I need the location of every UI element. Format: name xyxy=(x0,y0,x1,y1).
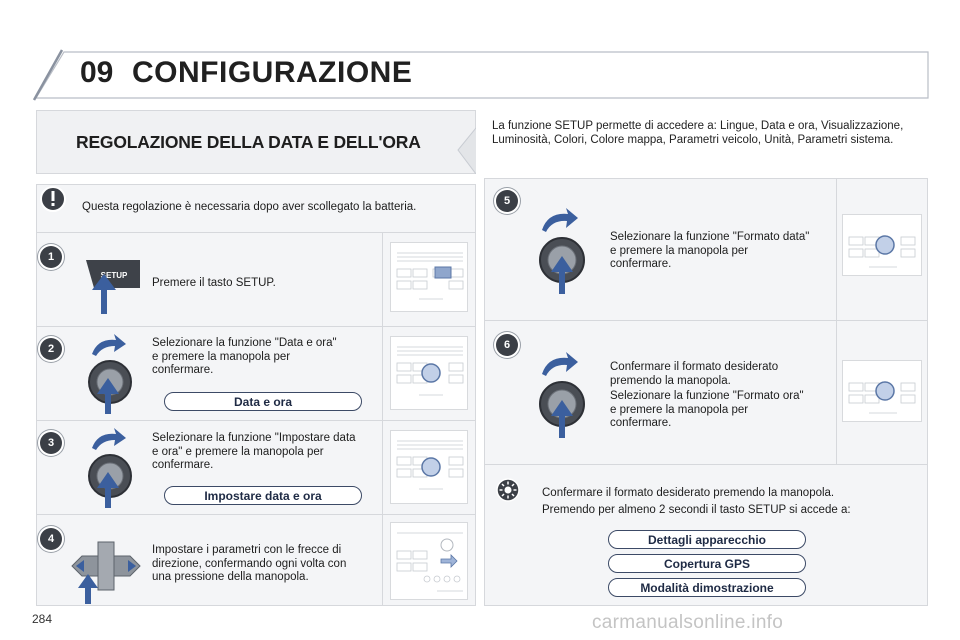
step-6-device-thumbnail xyxy=(842,360,922,422)
knob-icon xyxy=(534,350,596,440)
step-5-device-thumbnail xyxy=(842,214,922,276)
step-3-device-thumbnail xyxy=(390,430,468,504)
knob-icon xyxy=(534,206,596,296)
warning-text: Questa regolazione è necessaria dopo aver scollegato la batteria. xyxy=(82,201,417,213)
chapter-number: 09 xyxy=(80,56,114,89)
step-2-badge: 2 xyxy=(40,338,62,360)
step-4-device-thumbnail xyxy=(390,522,468,600)
knob-icon xyxy=(84,332,142,416)
step-6-badge: 6 xyxy=(496,334,518,356)
chapter-title: CONFIGURAZIONE xyxy=(132,56,413,89)
setup-key-label: SETUP xyxy=(100,271,128,280)
step-1-badge: 1 xyxy=(40,246,62,268)
setup-key-icon xyxy=(64,252,144,318)
copertura-gps-option[interactable]: Copertura GPS xyxy=(608,554,806,573)
step-1-text: Premere il tasto SETUP. xyxy=(152,277,276,289)
tip-text-b: Premendo per almeno 2 secondi il tasto SETUP si accede a: xyxy=(542,504,851,516)
step-2-text: Selezionare la funzione "Data e ora" e premere la manopola per confermare. xyxy=(152,337,337,376)
step-4-badge: 4 xyxy=(40,528,62,550)
watermark: carmanualsonline.info xyxy=(592,612,784,633)
step-3-badge: 3 xyxy=(40,432,62,454)
direction-pad-icon xyxy=(68,536,144,606)
impostare-data-e-ora-option[interactable]: Impostare data e ora xyxy=(164,486,362,505)
tip-text-a: Confermare il formato desiderato premendo la manopola. xyxy=(542,487,835,499)
step-6-text-b: Selezionare la funzione "Formato ora" e premere la manopola per confermare. xyxy=(610,390,804,429)
section-title: REGOLAZIONE DELLA DATA E DELL'ORA xyxy=(76,132,421,152)
data-e-ora-option[interactable]: Data e ora xyxy=(164,392,362,411)
step-4-text: Impostare i parametri con le frecce di direzione, confermando ogni volta con una pressione della manopola. xyxy=(152,544,347,583)
step-1-device-thumbnail xyxy=(390,242,468,312)
step-5-text: Selezionare la funzione "Formato data" e premere la manopola per confermare. xyxy=(610,231,810,270)
intro-text: La funzione SETUP permette di accedere a: Lingue, Data e ora, Visualizzazione, Luminosità, Colori, Colore mappa, Parametri veicolo, Unità, Parametri sistema. xyxy=(492,120,904,146)
knob-icon xyxy=(84,426,142,510)
exclamation-icon xyxy=(40,186,66,212)
header-frame xyxy=(0,0,960,110)
step-3-text: Selezionare la funzione "Impostare data e ora" e premere la manopola per confermare. xyxy=(152,432,356,471)
page-number: 284 xyxy=(32,612,53,626)
modalita-dimostrazione-option[interactable]: Modalità dimostrazione xyxy=(608,578,806,597)
step-2-device-thumbnail xyxy=(390,336,468,410)
step-5-badge: 5 xyxy=(496,190,518,212)
sun-icon xyxy=(496,478,520,502)
step-6-text-a: Confermare il formato desiderato premendo la manopola. xyxy=(610,361,779,387)
dettagli-apparecchio-option[interactable]: Dettagli apparecchio xyxy=(608,530,806,549)
